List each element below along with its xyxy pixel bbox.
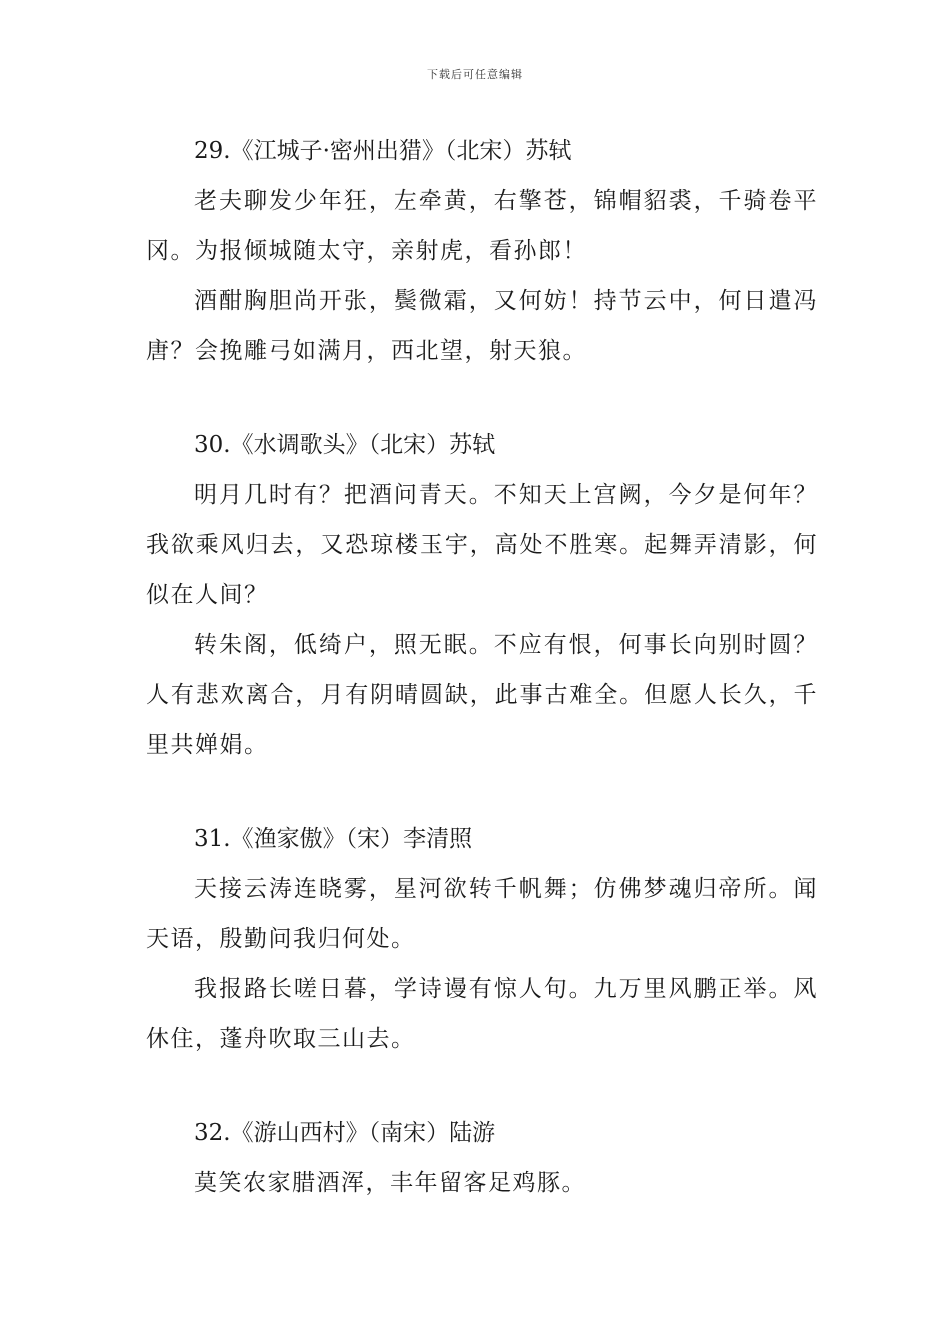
poem-title: 29.《江城子·密州出猎》（北宋）苏轼	[194, 138, 572, 164]
poem-stanza: 天接云涛连晓雾，星河欲转千帆舞；仿佛梦魂归帝所。闻天语，殷勤问我归何处。	[146, 876, 818, 952]
poem-stanza: 明月几时有？把酒问青天。不知天上宫阙，今夕是何年？我欲乘风归去，又恐琼楼玉宇，高处不胜寒。起舞弄清影，何似在人间？	[146, 482, 818, 608]
poem-stanza: 莫笑农家腊酒浑，丰年留客足鸡豚。	[194, 1170, 586, 1196]
poem-30	[146, 420, 818, 770]
poem-31	[146, 814, 818, 1064]
poem-stanza: 老夫聊发少年狂，左牵黄，右擎苍，锦帽貂裘，千骑卷平冈。为报倾城随太守，亲射虎，看孙郎！	[146, 188, 818, 264]
poem-title: 30.《水调歌头》（北宋）苏轼	[194, 432, 496, 458]
poem-stanza: 转朱阁，低绮户，照无眠。不应有恨，何事长向别时圆？人有悲欢离合，月有阴晴圆缺，此事古难全。但愿人长久，千里共婵娟。	[146, 632, 818, 758]
poem-title: 31.《渔家傲》（宋）李清照	[194, 826, 473, 852]
poem-stanza: 我报路长嗟日暮，学诗谩有惊人句。九万里风鹏正举。风休住，蓬舟吹取三山去。	[146, 976, 818, 1052]
poem-29	[146, 126, 818, 376]
poem-title: 32.《游山西村》（南宋）陆游	[194, 1120, 496, 1146]
poem-stanza: 酒酣胸胆尚开张，鬓微霜，又何妨！持节云中，何日遣冯唐？会挽雕弓如满月，西北望，射天狼。	[146, 288, 818, 364]
poem-32	[146, 1108, 818, 1208]
page-header-note: 下载后可任意编辑	[427, 68, 523, 81]
document-body	[146, 126, 818, 1252]
